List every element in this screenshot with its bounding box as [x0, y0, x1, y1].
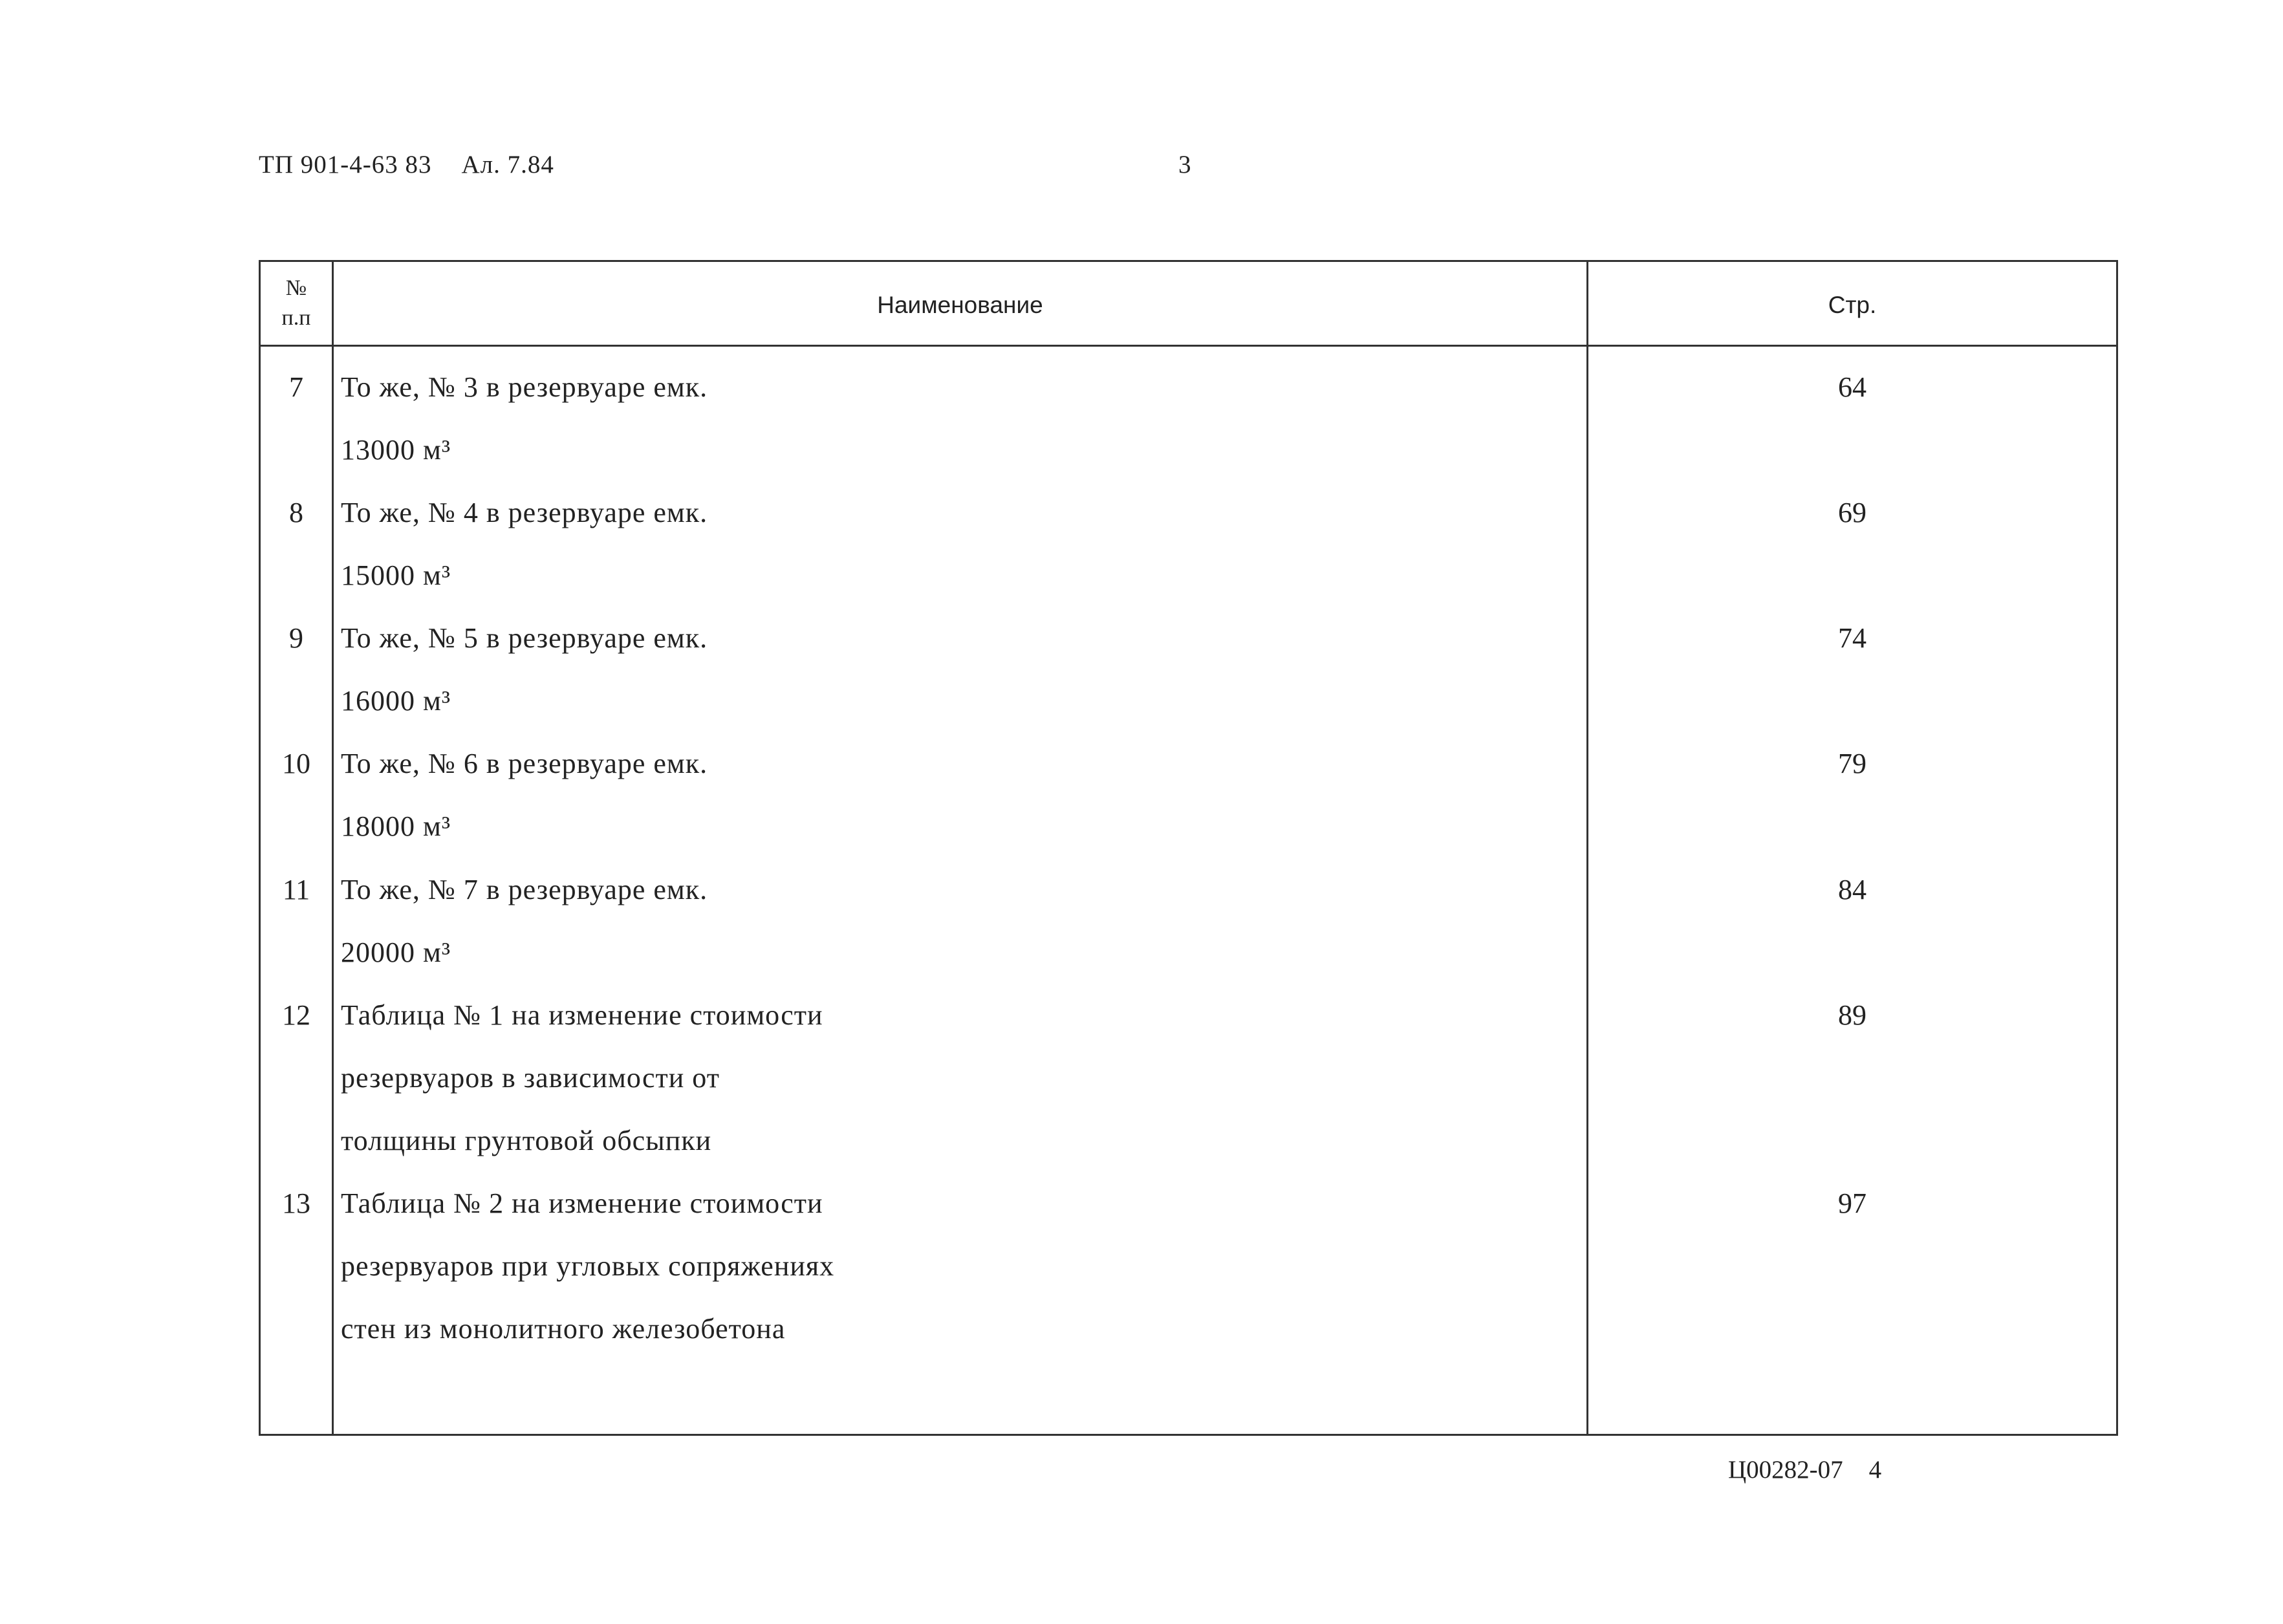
row-page: 74	[1838, 622, 1866, 654]
page-number: 3	[1178, 151, 1191, 179]
row-number: 11	[282, 874, 310, 905]
row-number: 8	[289, 497, 303, 528]
row-number: 13	[282, 1187, 310, 1219]
row-title: То же, № 7 в резервуаре емк. 20000 м³	[341, 874, 708, 968]
document-code: ТП 901-4-63 83	[259, 151, 432, 179]
row-title: То же, № 6 в резервуаре емк. 18000 м³	[341, 748, 708, 842]
row-number: 12	[282, 999, 310, 1031]
row-page: 69	[1838, 497, 1866, 528]
row-page: 79	[1838, 748, 1866, 779]
document-header	[259, 150, 584, 179]
row-page: 84	[1838, 874, 1866, 905]
row-page: 89	[1838, 999, 1866, 1031]
row-number: 10	[282, 748, 310, 779]
footer-code: Ц00282-07	[1728, 1456, 1843, 1484]
footer-sheet-number: 4	[1868, 1456, 1882, 1484]
row-page: 64	[1838, 371, 1866, 403]
column-header-number: № п.п	[281, 276, 311, 330]
row-title: Таблица № 2 на изменение стоимости резервуаров при угловых сопряжениях стен из монолитного железобетона	[341, 1187, 835, 1345]
row-page: 97	[1838, 1187, 1866, 1219]
row-title: То же, № 5 в резервуаре емк. 16000 м³	[341, 622, 708, 717]
row-number: 7	[289, 371, 303, 403]
contents-table	[259, 260, 2118, 1436]
row-title: Таблица № 1 на изменение стоимости резервуаров в зависимости от толщины грунтовой обсыпки	[341, 999, 823, 1156]
column-header-page: Стр.	[1828, 292, 1877, 318]
row-title: То же, № 4 в резервуаре емк. 15000 м³	[341, 497, 708, 591]
row-number: 9	[289, 622, 303, 654]
column-divider	[1586, 262, 1588, 1434]
document-footer	[1728, 1455, 1881, 1484]
album-number: Ал. 7.84	[461, 151, 554, 179]
header-divider	[261, 345, 2116, 347]
row-title: То же, № 3 в резервуаре емк. 13000 м³	[341, 371, 708, 466]
column-divider	[332, 262, 334, 1434]
column-header-name: Наименование	[877, 292, 1043, 318]
